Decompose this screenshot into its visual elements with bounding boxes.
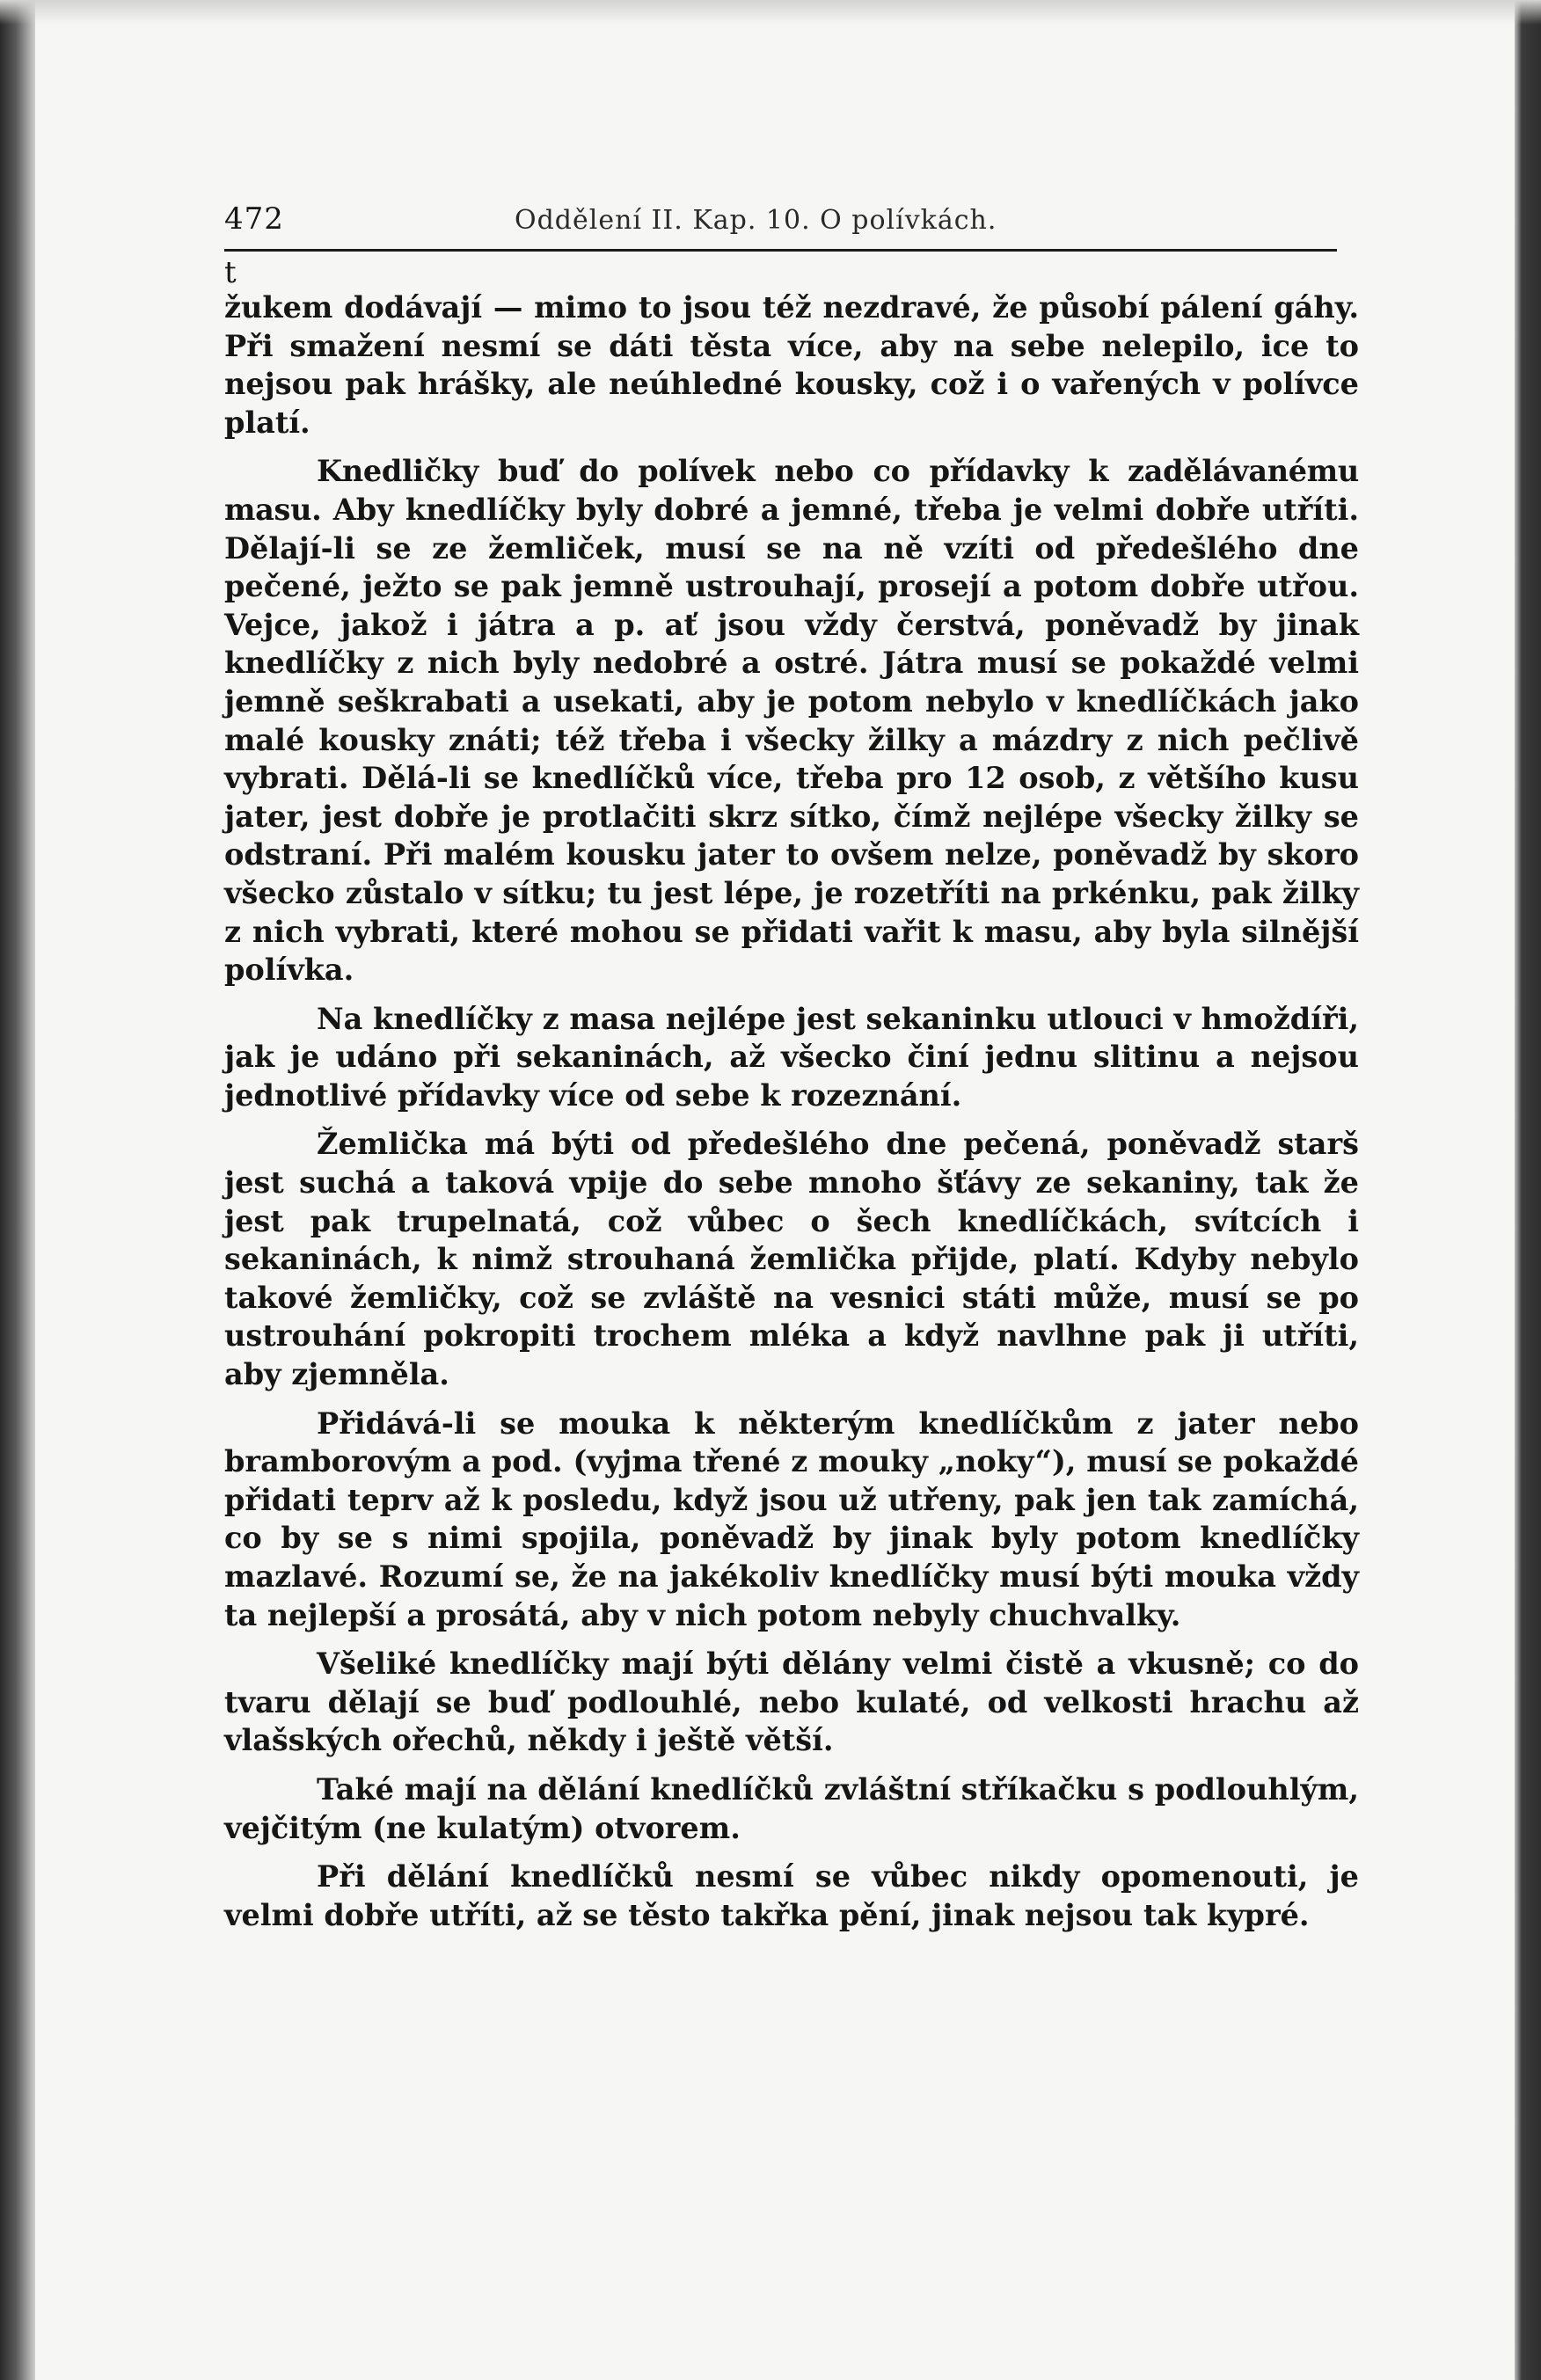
paragraph-2	[224, 452, 1359, 989]
paragraph-4-text: Žemlička má býti od předešlého dne pečená, poněvadž starš jest suchá a taková vpije do sebe mnoho šťávy ze sekaniny, tak že jest pak trupelnatá, což vůbec o šech knedlíčkách, svítcích i sekaninách, k nimž strouhaná žemlička přijde, platí. Kdyby nebylo takové žemličky, což se zvláště na vesnici státi může, musí se po ustrouhání pokropiti trochem mléka a když navlhne pak ji utříti, aby zjemněla.	[224, 1127, 1359, 1392]
paragraph-5-text: Přidává-li se mouka k některým knedlíčkům z jater nebo bramborovým a pod. (vyjma třené z mouky „noky“), musí se pokaždé přidati teprv až k posledu, když jsou už utřeny, pak jen tak zamíchá, co by se s nimi spojila, poněvadž by jinak byly potom knedlíčky mazlavé. Rozumí se, že na jakékoliv knedlíčky musí býti mouka vždy ta nejlepší a prosátá, aby v nich potom nebyly chuchvalky.	[224, 1405, 1359, 1632]
paragraph-6	[224, 1645, 1359, 1760]
paragraph-3-text: Na knedlíčky z masa nejlépe jest sekaninku utlouci v hmoždíři, jak je udáno při sekaninách, až všecko činí jednu slitinu a nejsou jednotlivé přídavky více od sebe k rozeznání.	[224, 1001, 1359, 1113]
paragraph-7-text: Také mají na dělání knedlíčků zvláštní stříkačku s podlouhlým, vejčitým (ne kulatým) otvorem.	[224, 1771, 1359, 1845]
top-edge-shadow	[0, 0, 1541, 25]
running-title: Oddělení II. Kap. 10. O polívkách.	[515, 205, 997, 236]
body-text	[224, 288, 1359, 1934]
stray-mark: t	[224, 255, 237, 290]
running-header	[224, 198, 1337, 252]
paragraph-5	[224, 1405, 1359, 1635]
paragraph-6-text: Všeliké knedlíčky mají býti dělány velmi čistě a vkusně; co do tvaru dělají se buď podlouhlé, nebo kulaté, od velkosti hrachu až vlašských ořechů, někdy i ještě větší.	[224, 1646, 1359, 1758]
paragraph-7	[224, 1770, 1359, 1847]
book-page	[224, 198, 1359, 1934]
paragraph-3	[224, 1000, 1359, 1115]
page-number: 472	[224, 201, 284, 237]
book-binding-edge	[0, 0, 35, 2380]
section-heading-knedlicky: Knedličky buď do polívek nebo co přídavky k zadělávanému masu.	[224, 454, 1359, 527]
paragraph-2-text: Aby knedlíčky byly dobré a jemné, třeba je velmi dobře utříti. Dělají-li se ze žemliček, musí se na ně vzíti od předešlého dne pečené, ježto se pak jemně ustrouhají, prosejí a potom dobře utřou. Vejce, jakož i játra a p. ať jsou vždy čerstvá, poněvadž by jinak knedlíčky z nich byly nedobré a ostré. Játra musí se pokaždé velmi jemně seškrabati a usekati, aby je potom nebylo v knedlíčkách jako malé kousky znáti; též třeba i všecky žilky a mázdry z nich pečlivě vybrati. Dělá-li se knedlíčků více, třeba pro 12 osob, z většího kusu jater, jest dobře je protlačiti skrz sítko, čímž nejlépe všecky žilky se odstraní. Při malém kousku jater to ovšem nelze, poněvadž by skoro všecko zůstalo v sítku; tu jest lépe, je rozetříti na prkénku, pak žilky z nich vybrati, které mohou se přidati vařit k masu, aby byla silnější polívka.	[224, 492, 1359, 988]
paragraph-8-text: Při dělání knedlíčků nesmí se vůbec nikdy opomenouti, je velmi dobře utříti, až se těsto takřka pění, jinak nejsou tak kypré.	[224, 1859, 1359, 1932]
paragraph-4	[224, 1125, 1359, 1393]
paragraph-8	[224, 1858, 1359, 1934]
book-right-edge	[1515, 0, 1541, 2380]
paragraph-1-text: žukem dodávají — mimo to jsou též nezdravé, že působí pálení gáhy. Při smažení nesmí se dáti těsta více, aby na sebe nelepilo, ice to nejsou pak hrášky, ale neúhledné kousky, což i o vařených v polívce platí.	[224, 290, 1359, 440]
paragraph-1	[224, 288, 1359, 442]
